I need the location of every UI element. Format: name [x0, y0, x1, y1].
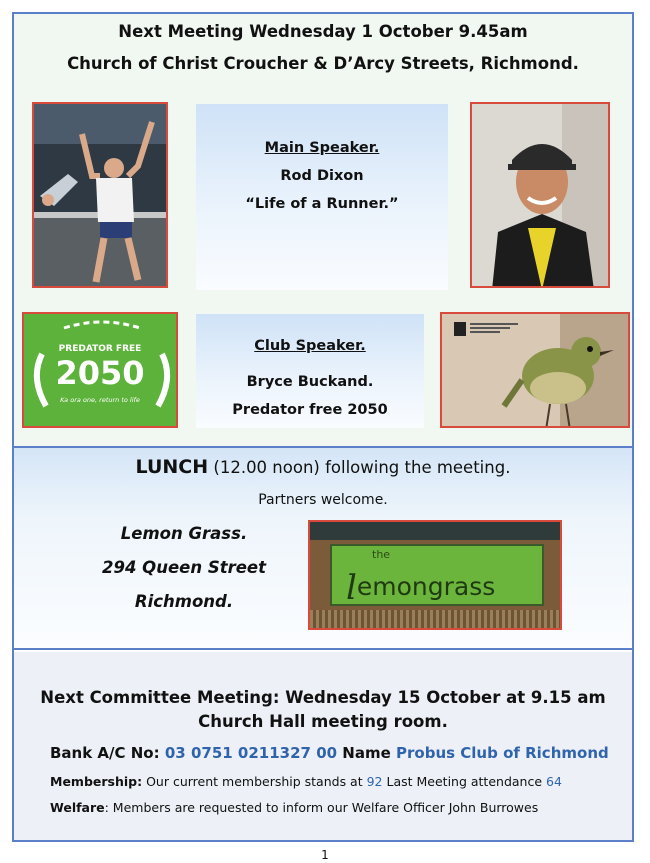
partners-welcome: Partners welcome.	[258, 492, 388, 508]
club-info-section	[14, 652, 632, 840]
membership-row	[50, 774, 562, 789]
sign-small-text: the	[372, 548, 391, 561]
page-number: 1	[321, 848, 329, 862]
predator-logo-tagline: Ka ora one, return to life	[60, 396, 140, 404]
committee-room-line: Church Hall meeting room.	[198, 712, 448, 731]
sign-big-text	[346, 564, 496, 608]
sign-top-bar	[310, 522, 560, 540]
bank-label: Bank A/C No:	[50, 744, 165, 762]
bank-number: 03 0751 0211327 00	[164, 744, 338, 762]
welfare-row	[50, 800, 538, 815]
welfare-label: Welfare	[50, 800, 105, 815]
club-speaker-panel	[196, 314, 424, 428]
predator-logo-top-text: PREDATOR FREE	[58, 344, 142, 354]
main-speaker-topic: “Life of a Runner.”	[245, 196, 399, 212]
membership-count: 92	[366, 774, 383, 789]
welfare-text: : Members are requested to inform our Welfare Officer John Burrowes	[104, 800, 539, 815]
lunch-venue: Lemon Grass.	[120, 524, 248, 543]
sign-script-l: l	[346, 568, 357, 608]
committee-meeting-line: Next Committee Meeting: Wednesday 15 October at 9.15 am	[40, 688, 606, 707]
predator-free-logo	[22, 312, 178, 428]
runner-photo	[32, 102, 168, 288]
lunch-word: LUNCH	[135, 456, 209, 478]
newsletter-frame	[12, 12, 634, 842]
runner-illustration	[34, 104, 168, 288]
meeting-section	[14, 14, 632, 448]
attendance-label: Last Meeting attendance	[382, 774, 546, 789]
lemongrass-sign-photo	[308, 520, 562, 630]
meeting-date-line: Next Meeting Wednesday 1 October 9.45am	[118, 22, 528, 41]
lunch-section	[14, 448, 632, 650]
lunch-heading	[14, 456, 632, 478]
bank-name-label: Name	[337, 744, 397, 762]
club-speaker-name: Bryce Buckand.	[246, 374, 374, 390]
bird-photo	[440, 312, 630, 428]
bank-account-name: Probus Club of Richmond	[396, 744, 609, 762]
sign-word: emongrass	[356, 572, 496, 601]
predator-logo-year: 2050	[55, 354, 145, 392]
lunch-suburb: Richmond.	[134, 592, 234, 611]
bird-illustration	[442, 314, 630, 428]
main-speaker-name: Rod Dixon	[280, 168, 364, 184]
lunch-detail: (12.00 noon) following the meeting.	[208, 458, 511, 477]
lemongrass-sign	[330, 544, 544, 606]
attendance-count: 64	[546, 774, 562, 789]
bank-row	[50, 744, 609, 762]
lunch-street: 294 Queen Street	[101, 558, 266, 577]
membership-text: Our current membership stands at	[142, 774, 367, 789]
main-speaker-panel	[196, 104, 448, 290]
speaker-portrait-photo	[470, 102, 610, 288]
sign-fence	[310, 610, 560, 630]
membership-label: Membership:	[50, 774, 143, 789]
club-speaker-heading: Club Speaker.	[254, 338, 366, 354]
meeting-venue-line: Church of Christ Croucher & D’Arcy Streets, Richmond.	[67, 54, 579, 73]
main-speaker-heading: Main Speaker.	[264, 140, 380, 156]
club-speaker-topic: Predator free 2050	[232, 402, 388, 418]
portrait-illustration	[472, 104, 610, 288]
